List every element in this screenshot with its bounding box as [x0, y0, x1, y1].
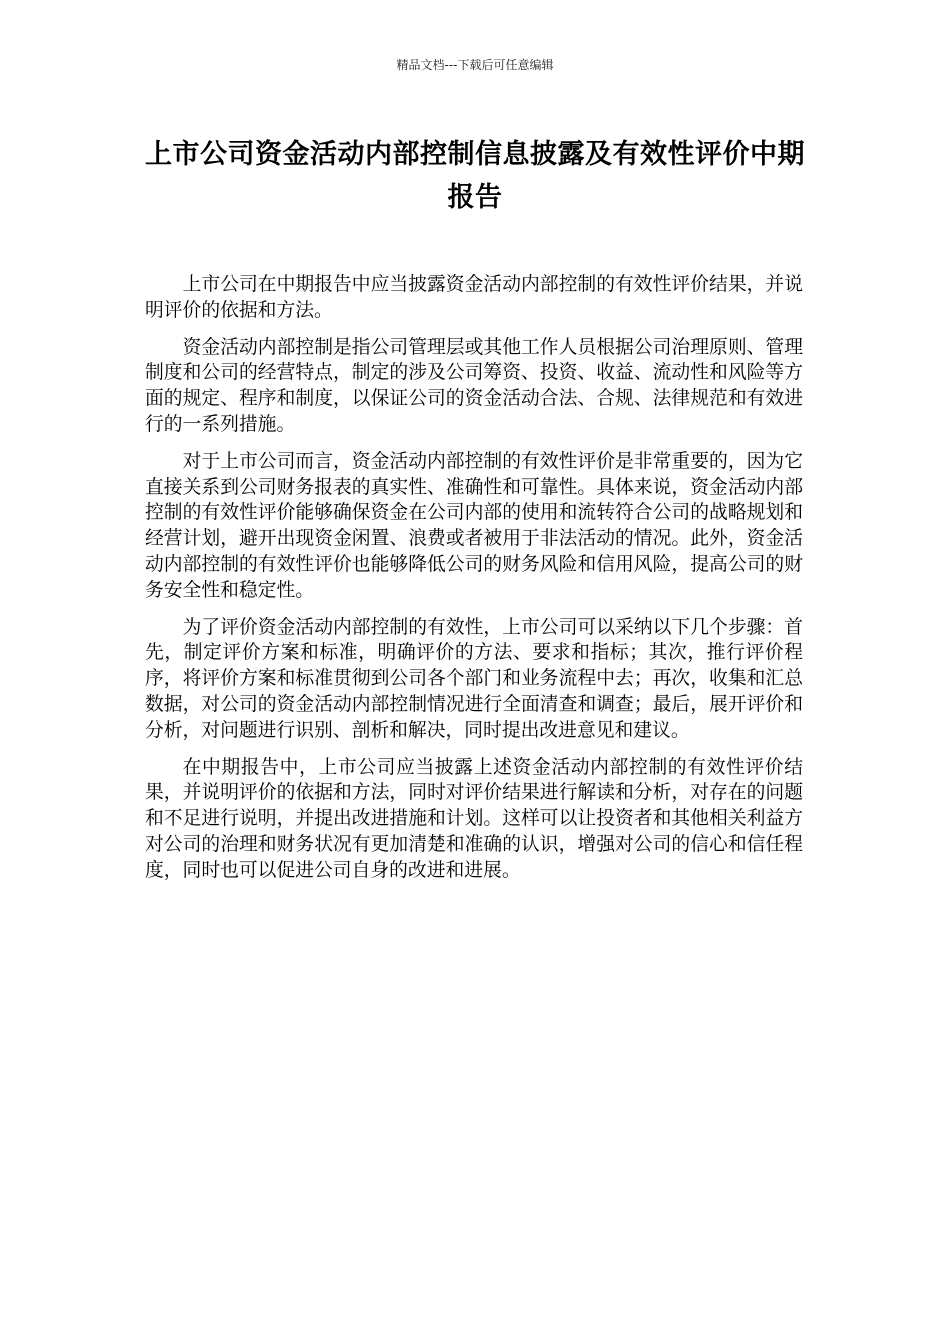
- paragraph-1: 上市公司在中期报告中应当披露资金活动内部控制的有效性评价结果，并说明评价的依据和方法。: [145, 274, 803, 321]
- paragraph-3: 对于上市公司而言，资金活动内部控制的有效性评价是非常重要的，因为它直接关系到公司财务报表的真实性、准确性和可靠性。具体来说，资金活动内部控制的有效性评价能够确保资金在公司内部的使用和流转符合公司的战略规划和经营计划，避开出现资金闲置、浪费或者被用于非法活动的情况。此外，资金活动内部控制的有效性评价也能够降低公司的财务风险和信用风险，提高公司的财务安全性和稳定性。: [145, 450, 803, 601]
- paragraph-5: 在中期报告中，上市公司应当披露上述资金活动内部控制的有效性评价结果，并说明评价的依据和方法，同时对评价结果进行解读和分析，对存在的问题和不足进行说明，并提出改进措施和计划。这样可以让投资者和其他相关利益方对公司的治理和财务状况有更加清楚和准确的认识，增强对公司的信心和信任程度，同时也可以促进公司自身的改进和进展。: [145, 756, 803, 881]
- document-title: 上市公司资金活动内部控制信息披露及有效性评价中期报告: [145, 139, 805, 213]
- paragraph-4: 为了评价资金活动内部控制的有效性，上市公司可以采纳以下几个步骤：首先，制定评价方案和标准，明确评价的方法、要求和指标；其次，推行评价程序，将评价方案和标准贯彻到公司各个部门和业务流程中去；再次，收集和汇总数据，对公司的资金活动内部控制情况进行全面清查和调查；最后，展开评价和分析，对问题进行识别、剖析和解决，同时提出改进意见和建议。: [145, 616, 803, 741]
- header-note: 精品文档---下载后可任意编辑: [396, 58, 554, 72]
- paragraph-2: 资金活动内部控制是指公司管理层或其他工作人员根据公司治理原则、管理制度和公司的经营特点，制定的涉及公司筹资、投资、收益、流动性和风险等方面的规定、程序和制度，以保证公司的资金活动合法、合规、法律规范和有效进行的一系列措施。: [145, 336, 803, 435]
- document-body: [145, 272, 803, 895]
